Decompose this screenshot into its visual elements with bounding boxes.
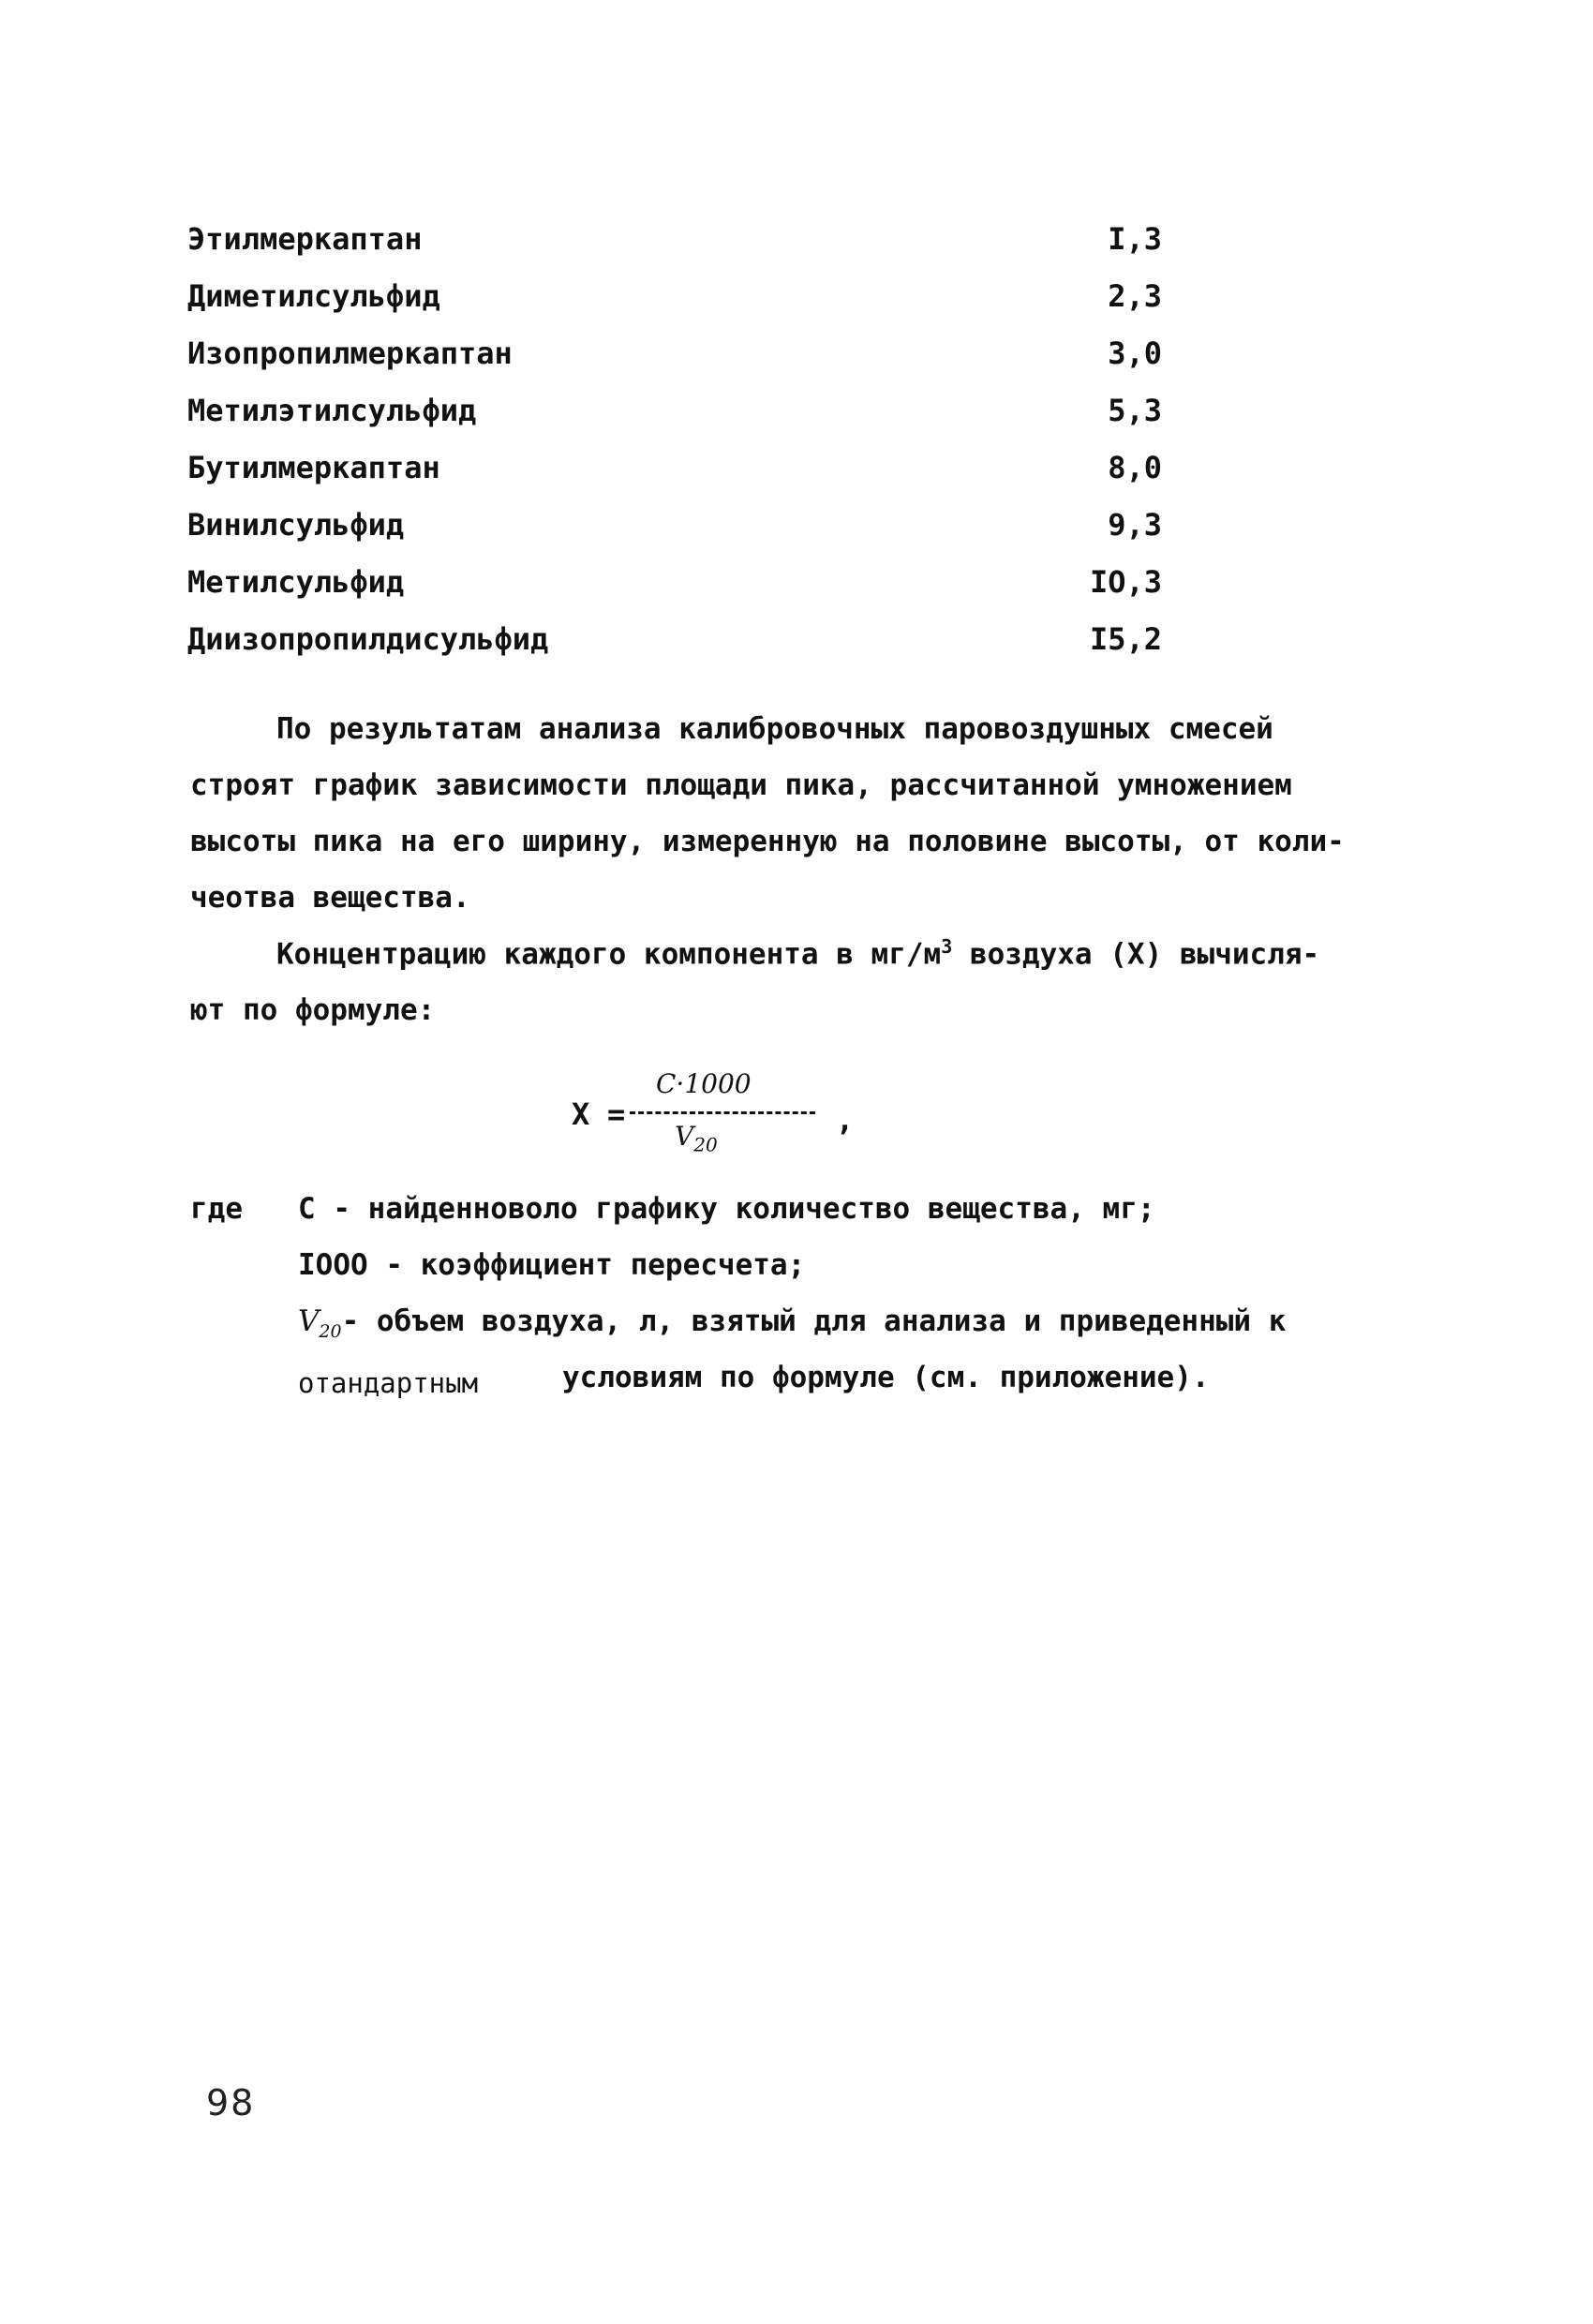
compound-value: I5,2: [1089, 621, 1162, 657]
paragraph-calibration: [190, 701, 1380, 926]
table-row: [187, 559, 1162, 605]
superscript: 3: [941, 935, 953, 958]
compound-value: 2,3: [1108, 278, 1162, 314]
compound-value: 5,3: [1108, 393, 1162, 428]
volume-symbol-subscript: 20: [319, 1321, 342, 1343]
compound-name: Метилсульфид: [187, 564, 405, 600]
paragraph-line: [190, 701, 1380, 757]
legend-where: [190, 1181, 243, 1237]
paragraph-concentration: [190, 918, 1380, 1038]
volume-symbol-letter: V: [298, 1304, 320, 1338]
compound-name: Этилмеркаптан: [187, 221, 423, 257]
compound-value: 8,0: [1108, 450, 1162, 485]
paragraph-line: ют по формуле:: [190, 993, 436, 1028]
fraction-bar: [630, 1111, 815, 1114]
compound-name: Метилэтилсульфид: [187, 393, 477, 428]
paragraph-line: чеотва вещества.: [190, 881, 470, 915]
compound-name: Диметилсульфид: [187, 278, 440, 314]
legend-continuation-a: отандартным: [298, 1367, 479, 1399]
compound-value: 9,3: [1108, 507, 1162, 543]
formula: [572, 1068, 871, 1181]
denominator-symbol: V: [675, 1121, 694, 1152]
paragraph-line-text: По результатам анализа калибровочных паровоздушных смесей: [276, 712, 1273, 746]
legend-continuation-b: условиям по формуле (см. приложение).: [562, 1361, 1210, 1394]
paragraph-line-text: Концентрацию каждого компонента в мг/м: [276, 937, 942, 972]
paragraph-line: высоты пика на его ширину, измеренную на половине высоты, от коли-: [190, 825, 1345, 858]
compound-value: I,3: [1108, 221, 1162, 257]
formula-lhs: X: [572, 1096, 590, 1132]
compound-name: Изопропилмеркаптан: [187, 335, 513, 371]
compound-value: IO,3: [1089, 564, 1162, 600]
table-row: [187, 330, 1162, 377]
table-row: [187, 501, 1162, 548]
table-row: [187, 616, 1162, 663]
where-label: где: [190, 1192, 243, 1226]
formula-equals: =: [607, 1096, 626, 1132]
paragraph-line: [190, 918, 1380, 982]
volume-symbol: [298, 1304, 342, 1343]
denominator-subscript: 20: [693, 1133, 718, 1156]
formula-comma: ,: [836, 1102, 855, 1138]
compound-name: Диизопропилдисульфид: [187, 621, 549, 657]
table-row: [187, 387, 1162, 434]
compound-value: 3,0: [1108, 335, 1162, 371]
table-row: [187, 444, 1162, 491]
paragraph-line: строят график зависимости площади пика, рассчитанной умножением: [190, 768, 1292, 802]
compound-name: Винилсульфид: [187, 507, 405, 543]
table-row: [187, 216, 1162, 262]
legend-item: C - найденноволо графику количество вещества, мг;: [298, 1192, 1155, 1226]
legend-item-text: - объем воздуха, л, взятый для анализа и приведенный к: [341, 1304, 1287, 1338]
compound-name: Бутилмеркаптан: [187, 450, 440, 485]
paragraph-line-text: воздуха (X) вычисля-: [952, 937, 1320, 972]
page-number: 98: [206, 2082, 256, 2123]
legend-item: IOOO - коэффициент пересчета;: [298, 1248, 806, 1282]
formula-denominator: [675, 1121, 718, 1156]
table-row: [187, 273, 1162, 320]
formula-numerator: C·1000: [656, 1068, 752, 1099]
